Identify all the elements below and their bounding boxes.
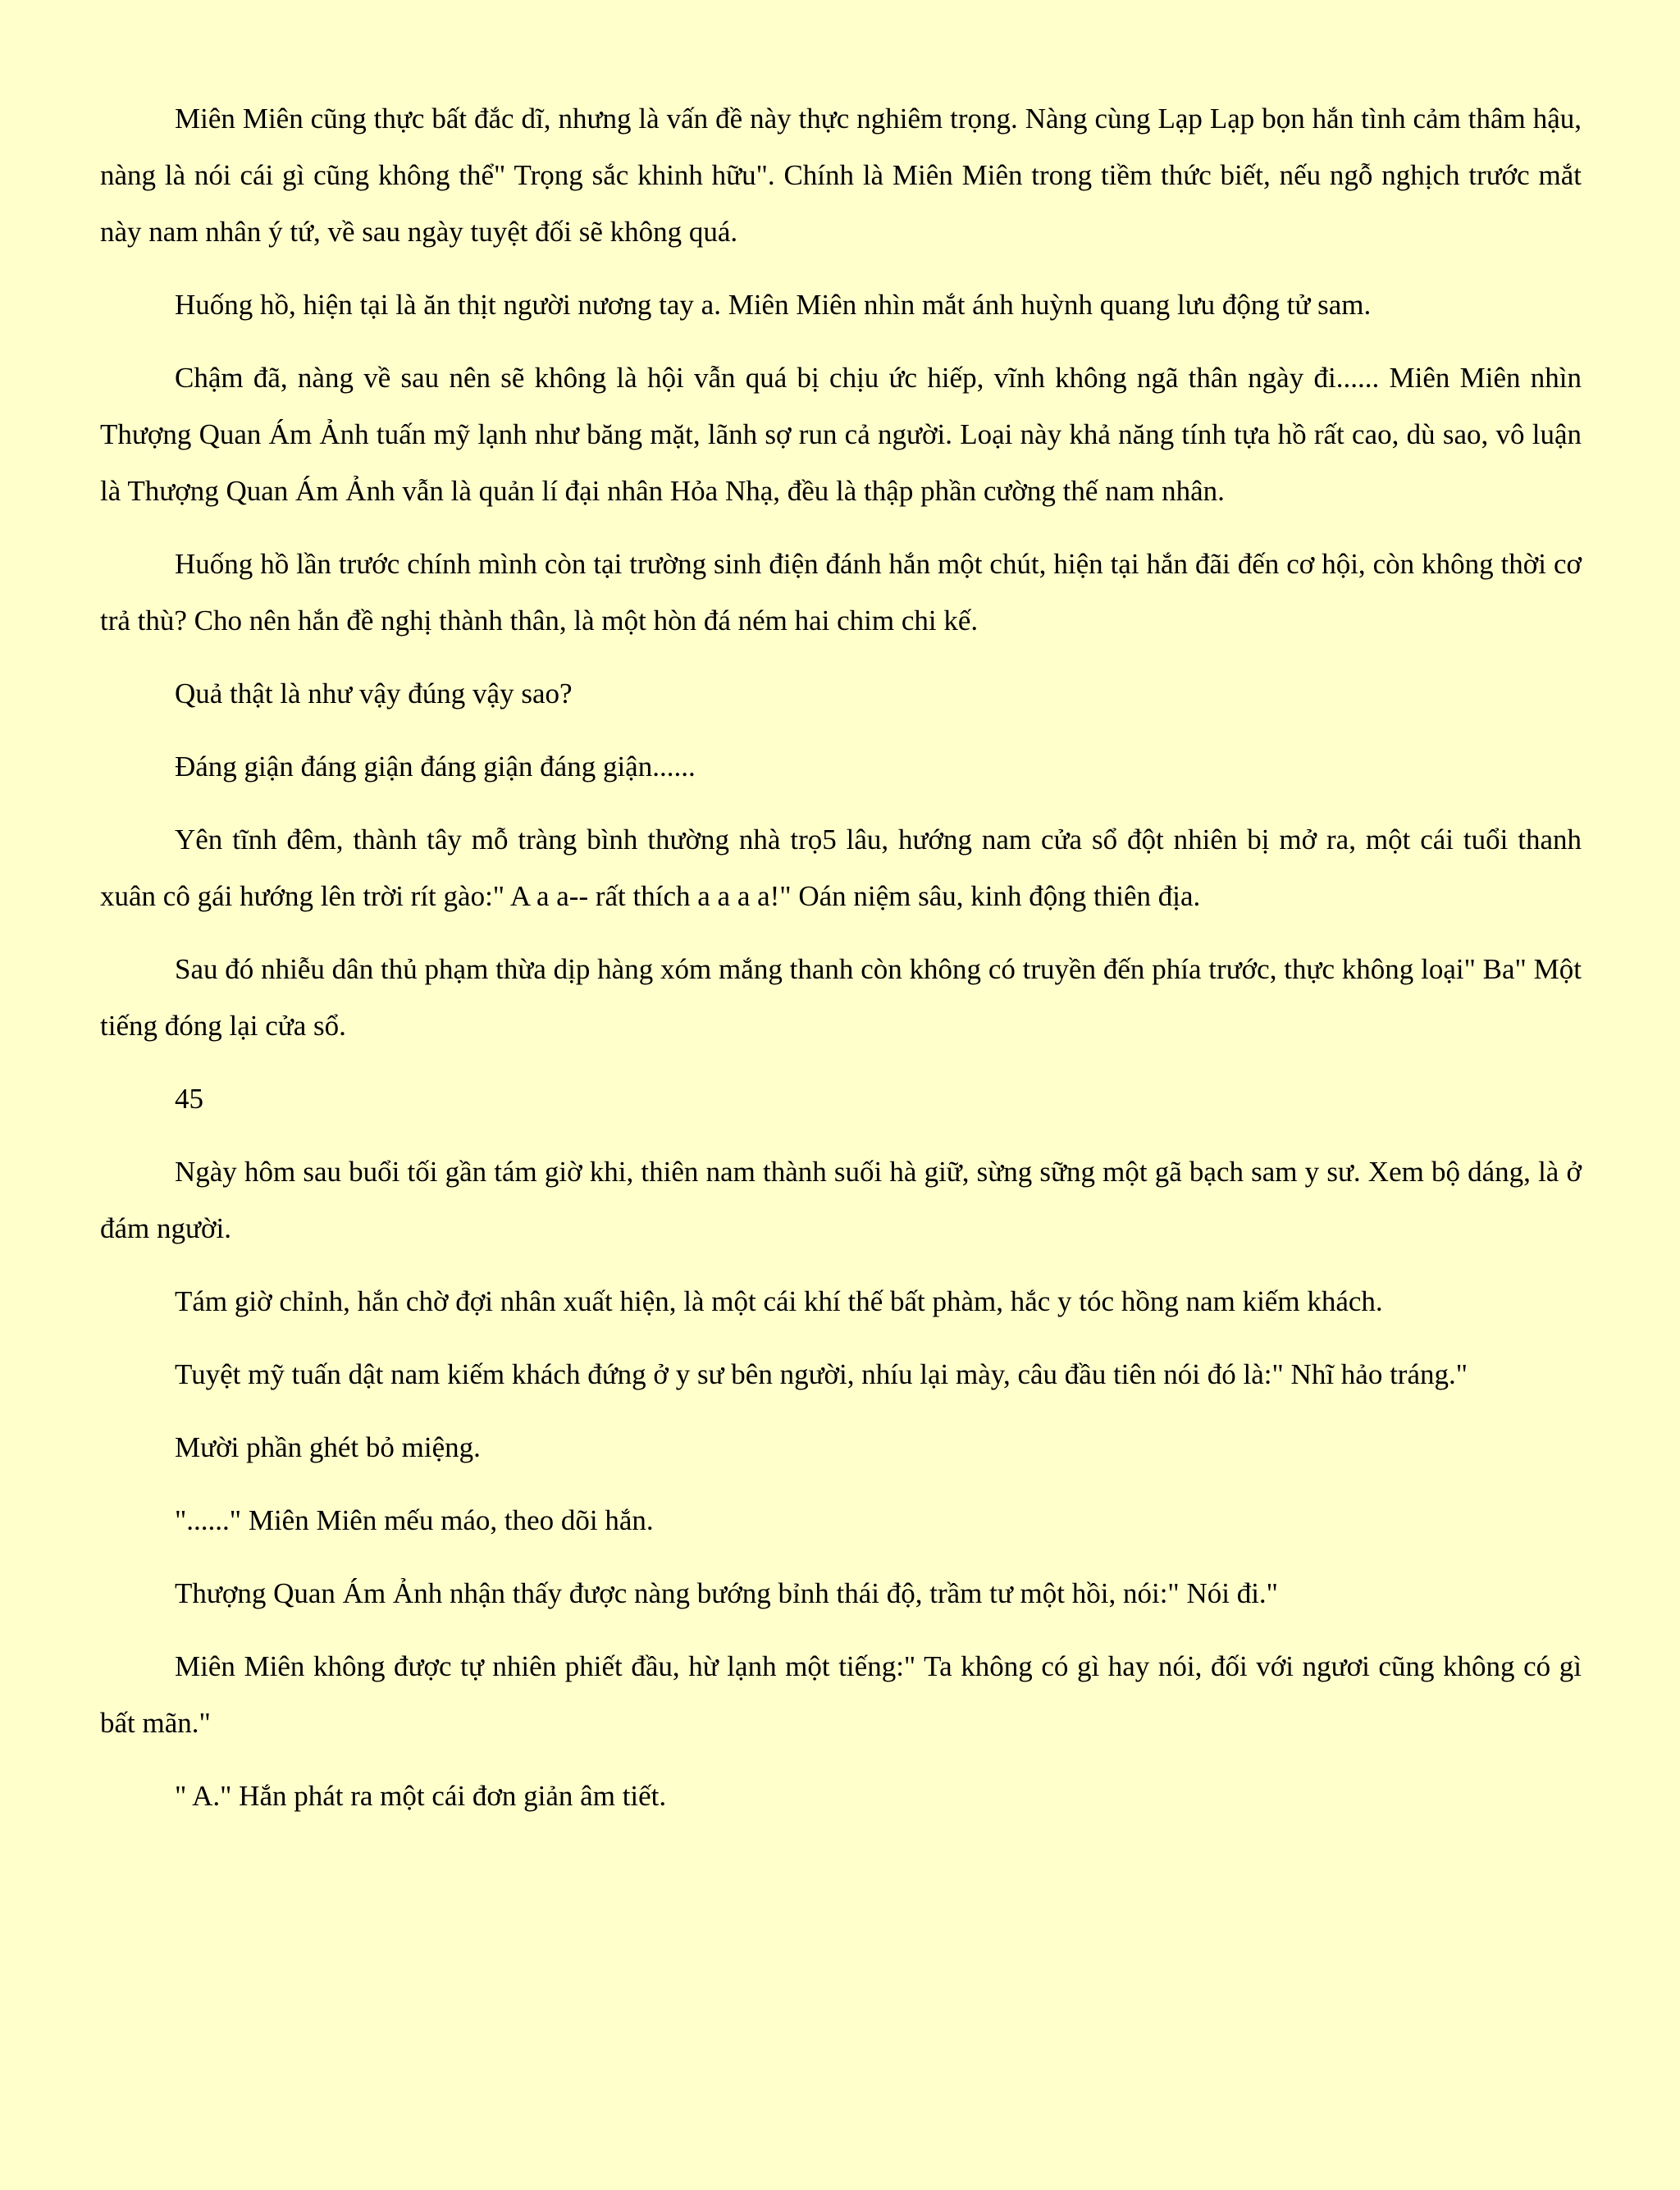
paragraph-9: Ngày hôm sau buổi tối gần tám giờ khi, thiên nam thành suối hà giữ, sừng sững một gã bạch sam y sư. Xem bộ dáng, là ở đám người.	[100, 1156, 1582, 1244]
paragraph-13: "......" Miên Miên mếu máo, theo dõi hắn.	[175, 1504, 654, 1536]
paragraph-4: Huống hồ lần trước chính mình còn tại trường sinh điện đánh hắn một chút, hiện tại hắn đãi đến cơ hội, còn không thời cơ trả thù? Cho nên hắn đề nghị thành thân, là một hòn đá ném hai chim chi kế.	[100, 548, 1582, 636]
paragraph-7: Yên tĩnh đêm, thành tây mỗ tràng bình thường nhà trọ5 lâu, hướng nam cửa sổ đột nhiên bị mở ra, một cái tuổi thanh xuân cô gái hướng lên trời rít gào:" A a a-- rất thích a a a a!" Oán niệm sâu, kinh động thiên địa.	[100, 824, 1582, 912]
paragraph-5: Quả thật là như vậy đúng vậy sao?	[175, 678, 573, 709]
paragraph-11: Tuyệt mỹ tuấn dật nam kiếm khách đứng ở y sư bên người, nhíu lại mày, câu đầu tiên nói đó là:" Nhĩ hảo tráng."	[175, 1358, 1468, 1390]
paragraph-1: Miên Miên cũng thực bất đắc dĩ, nhưng là vấn đề này thực nghiêm trọng. Nàng cùng Lạp Lạp bọn hắn tình cảm thâm hậu, nàng là nói cái gì cũng không thể" Trọng sắc khinh hữu". Chính là Miên Miên trong tiềm thức biết, nếu ngỗ nghịch trước mắt này nam nhân ý tứ, về sau ngày tuyệt đối sẽ không quá.	[100, 103, 1582, 248]
paragraph-16: " A." Hắn phát ra một cái đơn giản âm tiết.	[175, 1780, 667, 1812]
paragraph-10: Tám giờ chỉnh, hắn chờ đợi nhân xuất hiện, là một cái khí thế bất phàm, hắc y tóc hồng nam kiếm khách.	[175, 1285, 1383, 1317]
paragraph-6: Đáng giận đáng giận đáng giận đáng giận......	[175, 751, 696, 782]
paragraph-14: Thượng Quan Ám Ảnh nhận thấy được nàng bướng bỉnh thái độ, trầm tư một hồi, nói:" Nói đi."	[175, 1577, 1278, 1609]
paragraph-8: Sau đó nhiễu dân thủ phạm thừa dịp hàng xóm mắng thanh còn không có truyền đến phía trước, thực không loại" Ba" Một tiếng đóng lại cửa sổ.	[100, 953, 1582, 1042]
paragraph-3: Chậm đã, nàng về sau nên sẽ không là hội vẫn quá bị chịu ức hiếp, vĩnh không ngã thân ngày đi...... Miên Miên nhìn Thượng Quan Ám Ảnh tuấn mỹ lạnh như băng mặt, lãnh sợ run cả người. Loại này khả năng tính tựa hồ rất cao, dù sao, vô luận là Thượng Quan Ám Ảnh vẫn là quản lí đại nhân Hỏa Nhạ, đều là thập phần cường thế nam nhân.	[100, 362, 1582, 507]
paragraph-12: Mười phần ghét bỏ miệng.	[175, 1431, 481, 1463]
paragraph-2: Huống hồ, hiện tại là ăn thịt người nương tay a. Miên Miên nhìn mắt ánh huỳnh quang lưu động tử sam.	[175, 289, 1372, 321]
chapter-number: 45	[175, 1083, 203, 1115]
paragraph-15: Miên Miên không được tự nhiên phiết đầu, hừ lạnh một tiếng:" Ta không có gì hay nói, đối với ngươi cũng không có gì bất mãn."	[100, 1650, 1582, 1739]
